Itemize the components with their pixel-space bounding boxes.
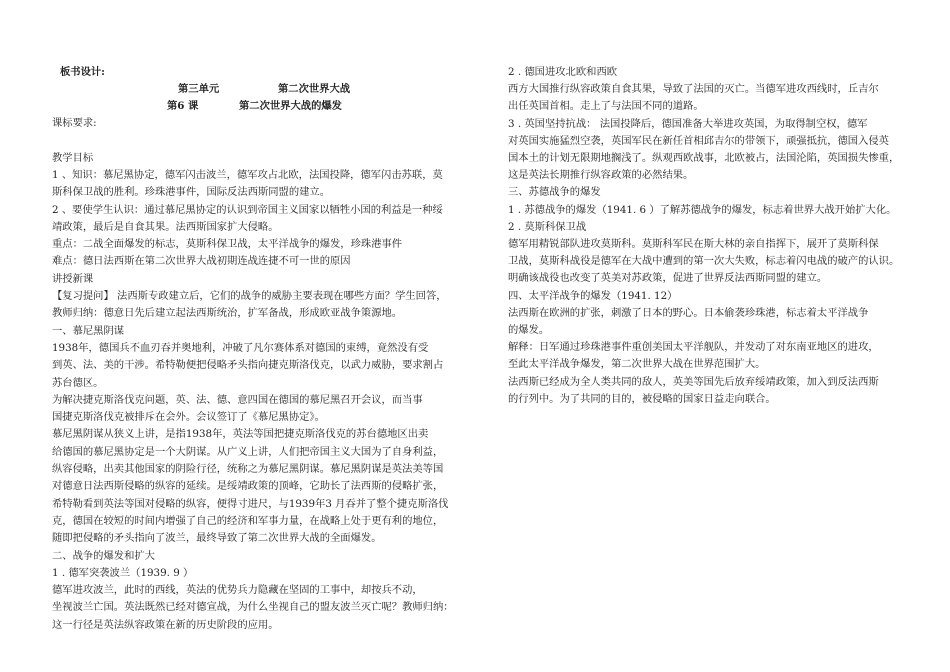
text-line: 讲授新课 xyxy=(52,272,94,285)
text-line: 这是英法长期推行纵容政策的必然结果。 xyxy=(508,169,694,182)
text-line: 德军进攻波兰，此时的西线，英法的优势兵力隐藏在坚固的工事中，却按兵不动， xyxy=(52,584,423,597)
text-line: 难点：德日法西斯在第二次世界大战初期连战连捷不可一世的原因 xyxy=(52,255,351,268)
text-line: 课标要求: xyxy=(52,117,97,129)
text-line: 2 、要使学生认识：通过慕尼黑协定的认识到帝国主义国家以牺牲小国的利益是一种绥 xyxy=(52,203,443,216)
text-line: 纵容侵略，出卖其他国家的阴险行径，统称之为慕尼黑阴谋。慕尼黑阴谋是英法美等国 xyxy=(52,463,444,475)
text-line: 法西斯在欧洲的扩张，刺激了日本的野心。日本偷袭珍珠港，标志着太平洋战争 xyxy=(508,306,869,319)
text-line: 到英、法、美的干涉。希特勒便把侵略矛头指向捷克斯洛伐克，以武力威胁，要求割占 xyxy=(52,359,444,372)
text-line: 1 . 德军突袭波兰（1939. 9 ） xyxy=(52,566,194,579)
text-line: 1 、知识：慕尼黑协定，德军闪击波兰，德军攻占北欧，法国投降，德军闪击苏联，莫 xyxy=(52,168,443,181)
text-line: 3 . 英国坚持抗战： 法国投降后，德国准备大举进攻英国，为取得制空权，德军 xyxy=(508,117,868,130)
text-line: 1 . 苏德战争的爆发（1941. 6 ）了解苏德战争的爆发，标志着世界大战开始扩大化。 xyxy=(508,203,897,216)
text-line: 斯科保卫战的胜利。珍珠港事件，国际反法西斯同盟的建立。 xyxy=(52,186,331,199)
text-line: 法西斯已经成为全人类共同的敌人，英美等国先后放弃绥靖政策，加入到反法西斯 xyxy=(508,375,879,388)
unit-title: 第三单元 xyxy=(178,83,220,95)
text-line: 克，德国在较短的时间内增强了自己的经济和军事力量，在战略上处于更有利的地位， xyxy=(52,514,444,527)
text-line: 希特勒看到英法等国对侵略的纵容，便得寸进尺，与1939年3 月吞并了整个捷克斯洛伐 xyxy=(52,497,449,510)
text-line: 靖政策，最后是自食其果。法西斯国家扩大侵略。 xyxy=(52,220,279,233)
text-line: 国捷克斯洛伐克被排斥在会外。会议签订了《慕尼黑协定》。 xyxy=(52,411,325,424)
board-design-header: 板书设计: xyxy=(60,66,105,78)
text-line: 坐视波兰亡国。英法既然已经对德宣战，为什么坐视自己的盟友波兰灭亡呢？教师归纳： xyxy=(52,601,454,614)
text-line: 的行列中。为了共同的目的，被侵略的国家日益走向联合。 xyxy=(508,392,776,405)
text-line: 的爆发。 xyxy=(508,324,550,336)
text-line: 至此太平洋战争爆发，第二次世界大战在世界范围扩大。 xyxy=(508,358,766,371)
text-line: 四、太平洋战争的爆发（1941. 12） xyxy=(508,289,678,302)
text-line: 苏台德区。 xyxy=(52,376,104,389)
text-line: 德军用精锐部队进攻莫斯科。莫斯科军民在斯大林的亲自指挥下，展开了莫斯科保 xyxy=(508,238,879,250)
text-line: 1938年，德国兵不血刃吞并奥地利，冲破了凡尔赛体系对德国的束缚，竟然没有受 xyxy=(52,341,429,354)
unit-subject: 第二次世界大战 xyxy=(278,83,351,95)
text-line: 对英国实施猛烈空袭，英国军民在新任首相邱吉尔的带领下，顽强抵抗，德国入侵英 xyxy=(508,134,889,147)
text-line: 2 . 莫斯科保卫战 xyxy=(508,220,587,233)
lesson-subject: 第二次世界大战的爆发 xyxy=(239,100,342,112)
text-line: 给德国的慕尼黑协定是一个大阴谋。从广义上讲，人们把帝国主义大国为了自身利益， xyxy=(52,445,444,458)
text-line: 卫战，莫斯科战役是德军在大战中遭到的第一次大失败，标志着闪电战的破产的认识。 xyxy=(508,255,900,268)
text-line: 慕尼黑阴谋从狭义上讲，是指1938年，英法等国把捷克斯洛伐克的苏台德地区出卖 xyxy=(52,428,429,441)
text-line: 为解决捷克斯洛伐克问题，英、法、德、意四国在德国的慕尼黑召开会议，而当事 xyxy=(52,393,423,406)
text-line: 重点：二战全面爆发的标志，莫斯科保卫战，太平洋战争的爆发，珍珠港事件 xyxy=(52,238,403,251)
text-line: 一、慕尼黑阴谋 xyxy=(52,324,125,337)
text-line: 三、苏德战争的爆发 xyxy=(508,186,601,199)
text-line: 对德意日法西斯侵略的纵容的延续。是绥靖政策的顶峰，它助长了法西斯的侵略扩张， xyxy=(52,480,444,493)
lesson-title: 第6 课 xyxy=(167,100,199,112)
text-line: 教师归纳：德意日先后建立起法西斯统治，扩军备战，形成欧亚战争策源地。 xyxy=(52,307,403,320)
text-line: 这一行径是英法纵容政策在新的历史阶段的应用。 xyxy=(52,618,279,631)
text-line: 随即把侵略的矛头指向了波兰，最终导致了第二次世界大战的全面爆发。 xyxy=(52,532,382,545)
text-line: 2 . 德国进攻北欧和西欧 xyxy=(508,66,618,78)
text-line: 二、战争的爆发和扩大 xyxy=(52,549,155,562)
text-line: 【复习提问】 法西斯专政建立后，它们的战争的威胁主要表现在哪些方面？学生回答， xyxy=(52,290,447,302)
text-line: 出任英国首相。走上了与法国不同的道路。 xyxy=(508,100,704,113)
text-line: 教学目标 xyxy=(52,151,94,164)
text-line: 国本土的计划无限期地搁浅了。纵观西欧战事，北欧被占，法国沦陷，英国损失惨重， xyxy=(508,152,900,164)
text-line: 解释：日军通过珍珠港事件重创美国太平洋舰队，并发动了对东南亚地区的进攻， xyxy=(508,341,879,354)
text-line: 明确该战役也改变了英美对苏政策，促进了世界反法西斯同盟的建立。 xyxy=(508,272,828,285)
text-line: 西方大国推行纵容政策自食其果，导致了法国的灭亡。当德军进攻西线时，丘吉尔 xyxy=(508,83,879,96)
